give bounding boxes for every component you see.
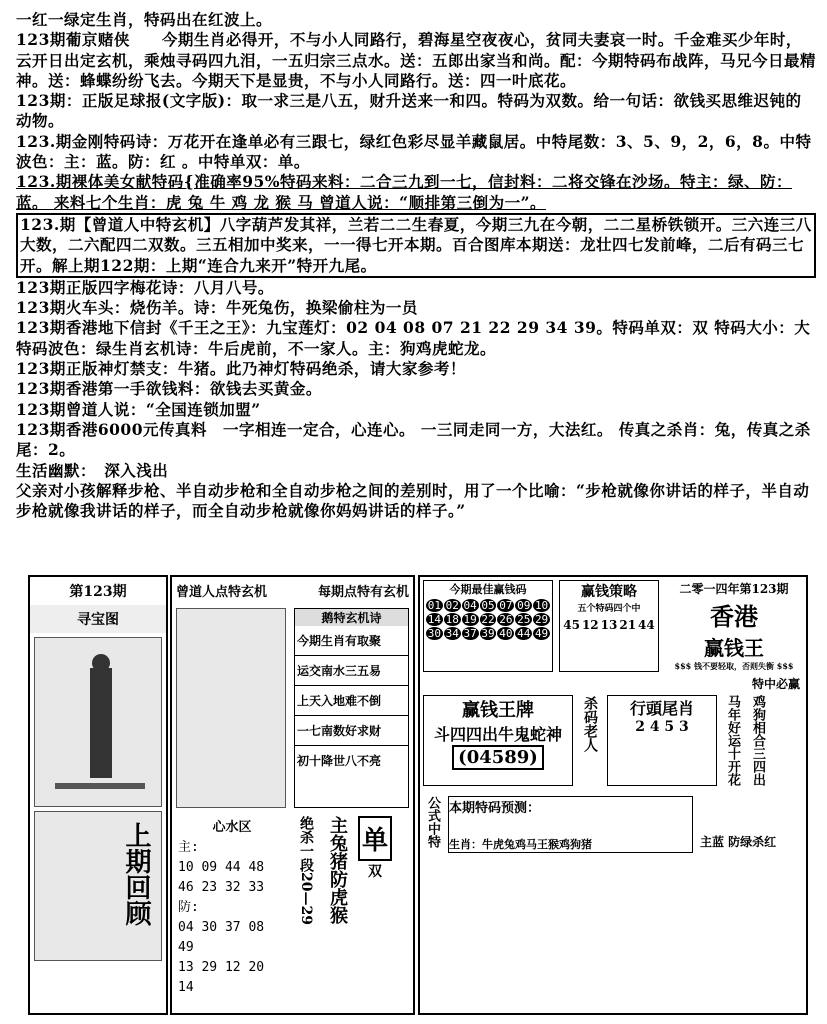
slogan: $$$ 钱不要轻取，否则失衡 $$$ bbox=[674, 661, 794, 671]
num: 09 bbox=[517, 599, 531, 612]
line-6: 123.期【曾道人中特玄机】八字葫芦发其祥，兰若二二生春夏，今期三九在今朝，二二星桥铁锁开。三六连三八大数，二六配四二双数。三五相加中奖来，一一得七开本期。百合图库本期送：龙壮四七发前峰，二后有码三七开。解上期122期：上期“连合九来开”特开九尾。 bbox=[16, 213, 816, 278]
green-tip: 主蓝 防绿杀红 bbox=[700, 835, 777, 849]
line-15: 父亲对小孩解释步枪、半自动步枪和全自动步枪之间的差别时，用了一个比喻：“步枪就像你讲话的样子，半自动步枪就像我讲话的样子，而全自动步枪就像你妈妈讲话的样子。” bbox=[16, 480, 810, 521]
num: 05 bbox=[481, 599, 495, 612]
num: 01 bbox=[427, 599, 442, 612]
ship-image bbox=[176, 608, 286, 808]
line-13: 123期香港6000元传真料 一字相连一定合，心连心。 一三同走同一方，大法红。 传真之杀肖：兔，传真之杀尾：2。 bbox=[16, 419, 811, 460]
poem-1: 今期生肖有取聚 bbox=[295, 626, 408, 656]
kill-old: 杀码老人 bbox=[582, 696, 598, 752]
main-label: 主: bbox=[178, 840, 199, 855]
win-king-panel bbox=[418, 575, 808, 1015]
nums-def-2: 13 29 12 20 14 bbox=[178, 960, 265, 995]
num: 04 bbox=[463, 599, 477, 612]
zodiac-pick: 主兔猪防虎猴 bbox=[327, 816, 348, 924]
num: 34 bbox=[445, 627, 459, 640]
formula: 公式中特 bbox=[425, 796, 440, 848]
line-5: 123.期裸体美女献特码{准确率95%特码来料：二合三九到一七，信封料：二将交锋在沙场。特主：绿、防：蓝。 来料七个生肖：虎 兔 牛 鸡 龙 猴 马 曾道人说：“顺排第三倒为一”。 bbox=[16, 172, 793, 212]
strategy-sub: 五个特码四个中 bbox=[577, 604, 641, 614]
line-10: 123期正版神灯禁支：牛猪。此乃神灯特码绝杀，请大家参考！ bbox=[16, 359, 466, 379]
num: 18 bbox=[445, 613, 459, 626]
best-nums-title: 今期最佳赢钱码 bbox=[449, 583, 527, 596]
strategy-title: 赢钱策略 bbox=[581, 584, 637, 600]
treasure-title: 寻宝图 bbox=[30, 605, 166, 633]
num: 44 bbox=[517, 627, 531, 640]
last-review: 上期回顾 bbox=[121, 822, 151, 926]
small-num: 44 bbox=[638, 618, 655, 632]
line-8: 123期火车头：烧伤羊。诗：牛死兔伤，换梁偷柱为一员 bbox=[16, 298, 418, 318]
poem-title: 鹅特玄机诗 bbox=[295, 609, 408, 626]
line-7: 123期正版四字梅花诗：八月八号。 bbox=[16, 277, 274, 297]
figure-image bbox=[34, 637, 162, 807]
nums-def-1: 04 30 37 08 49 bbox=[178, 920, 265, 955]
king-title: 赢钱王牌 bbox=[462, 700, 534, 721]
heart-zone bbox=[172, 812, 292, 1004]
small-num: 13 bbox=[600, 618, 618, 632]
single-label: 单 bbox=[358, 816, 392, 861]
num: 25 bbox=[517, 613, 531, 626]
figure-icon bbox=[35, 638, 165, 808]
heart-title: 心水区 bbox=[212, 820, 252, 835]
zeng-panel bbox=[170, 575, 415, 1015]
small-num: 21 bbox=[619, 618, 637, 632]
line-9: 123期香港地下信封《千王之王》：九宝莲灯：02 04 08 07 21 22 29 34 39。特码单双：双 特码大小：大 特码波色：绿生肖玄机诗：牛后虎前，不一家人。主：狗鸡虎蛇龙。 bbox=[16, 318, 811, 358]
king-code: (04589) bbox=[452, 745, 544, 770]
line-12: 123期曾道人说：“全国连锁加盟” bbox=[16, 399, 261, 419]
hk-title: 香港 bbox=[710, 602, 758, 631]
num: 14 bbox=[427, 613, 442, 626]
win-king-title: 赢钱王 bbox=[704, 636, 764, 660]
def-label: 防: bbox=[178, 900, 199, 915]
poem-2: 运交南水三五易 bbox=[295, 656, 408, 686]
num: 22 bbox=[481, 613, 495, 626]
poem-5: 初十降世八不亮 bbox=[297, 754, 382, 768]
nums-main-1: 10 09 44 48 bbox=[178, 860, 265, 875]
special-label: 特中必赢 bbox=[751, 677, 800, 691]
num: 37 bbox=[463, 627, 477, 640]
num: 26 bbox=[499, 613, 513, 626]
num: 10 bbox=[534, 599, 549, 612]
kill-range: 绝杀一段20—29 bbox=[298, 816, 314, 925]
num: 19 bbox=[463, 613, 477, 626]
small-num: 12 bbox=[581, 618, 599, 632]
nums-main-2: 46 23 32 33 bbox=[178, 880, 265, 895]
line-4: 123.期金刚特码诗：万花开在逢单必有三跟七，绿红色彩尽显羊藏鼠居。中特尾数：3、5、9，2，6，8。中特波色：主：蓝。防：红 。中特单双：单。 bbox=[16, 131, 812, 172]
num: 30 bbox=[427, 627, 442, 640]
issue-number: 第123期 bbox=[69, 584, 127, 600]
figure-image-2 bbox=[34, 811, 162, 961]
predict-line: 生肖：牛虎兔鸡马王猴鸡狗猪 bbox=[449, 838, 592, 851]
header-2: 每期点特有玄机 bbox=[317, 585, 409, 600]
num: 39 bbox=[481, 627, 495, 640]
best-nums bbox=[424, 597, 552, 642]
num: 49 bbox=[534, 627, 549, 640]
line-14: 生活幽默： 深入浅出 bbox=[16, 460, 169, 480]
double-label: 双 bbox=[368, 864, 382, 880]
poem-4: 一七南数好求财 bbox=[295, 716, 408, 746]
tail-nums: 2 4 5 3 bbox=[635, 719, 689, 735]
num: 07 bbox=[499, 599, 513, 612]
line-2: 123期葡京赌侠 今期生肖必得开，不与小人同路行，碧海星空夜夜心，贫同夫妻哀一时。千金难买少年时，云开日出定玄机，乘烛寻码四九泪，一五归宗三点水。送：五郎出家当和尚。配：今期特码布战阵，马兄今日最精神。送：蜂蝶纷纷飞去。今期天下是显贵，不与小人同路行。送：四一叶底花。 bbox=[16, 30, 817, 90]
king-text: 斗四四出牛鬼蛇神 bbox=[433, 725, 562, 744]
num: 40 bbox=[499, 627, 513, 640]
treasure-map-panel bbox=[28, 575, 168, 1015]
article-text bbox=[16, 10, 816, 521]
line-3: 123期：正版足球报(文字版)：取一求三是八五，财升送来一和四。特码为双数。给一句话：欲钱买思维迟钝的动物。 bbox=[16, 91, 802, 131]
num: 02 bbox=[445, 599, 459, 612]
poem-3: 上天入地难不倒 bbox=[295, 686, 408, 716]
tail-title: 行頭尾肖 bbox=[629, 699, 694, 718]
line-11: 123期香港第一手欲钱料：欲钱去买黄金。 bbox=[16, 379, 322, 399]
small-num: 45 bbox=[563, 618, 580, 632]
header-1: 曾道人点特玄机 bbox=[176, 585, 268, 600]
num: 29 bbox=[534, 613, 549, 626]
vertical-2: 鸡狗相合三四出 bbox=[750, 695, 765, 786]
predict-title: 本期特码预测： bbox=[449, 801, 541, 816]
line-1: 一红一绿定生肖，特码出在红波上。 bbox=[16, 10, 273, 29]
year-issue: 二零一四年第123期 bbox=[679, 582, 789, 596]
vertical-1: 马年好运十开花 bbox=[725, 695, 740, 786]
